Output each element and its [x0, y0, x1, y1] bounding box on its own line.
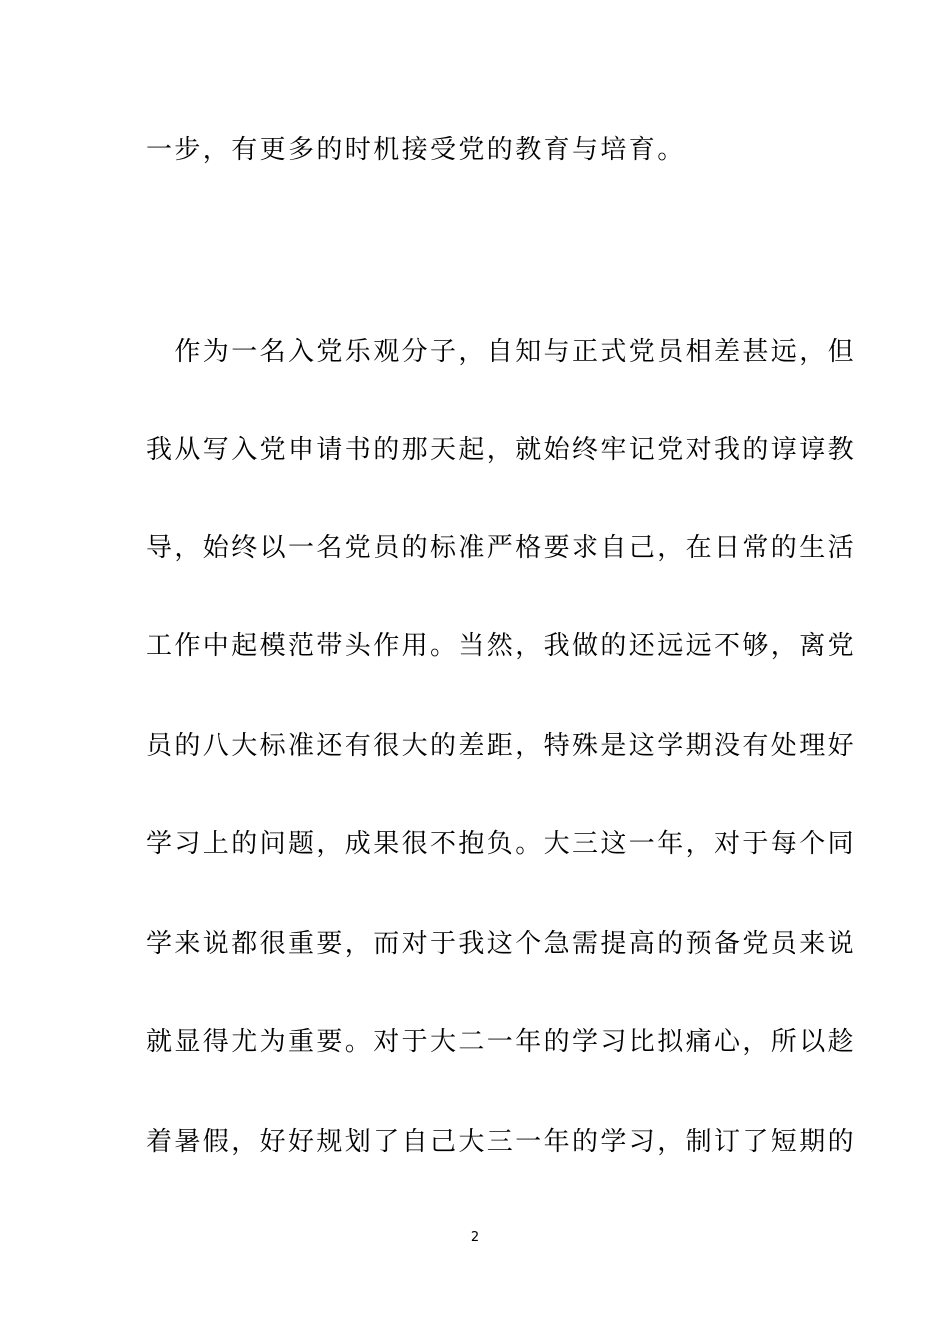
page-number: 2 [470, 1230, 480, 1245]
text-line: 导，始终以一名党员的标准严格要求自己，在日常的生活 [146, 533, 857, 563]
text-line: 着暑假，好好规划了自己大三一年的学习，制订了短期的 [146, 1127, 857, 1157]
text-line: 工作中起模范带头作用。当然，我做的还远远不够，离党 [146, 631, 857, 661]
text-line: 员的八大标准还有很大的差距，特殊是这学期没有处理好 [146, 731, 857, 761]
text-line: 学来说都很重要，而对于我这个急需提高的预备党员来说 [146, 929, 857, 959]
text-line: 学习上的问题，成果很不抱负。大三这一年，对于每个同 [146, 829, 857, 859]
text-line: 就显得尤为重要。对于大二一年的学习比拟痛心，所以趁 [146, 1027, 857, 1057]
text-line: 我从写入党申请书的那天起，就始终牢记党对我的谆谆教 [146, 435, 857, 465]
text-line: 一步，有更多的时机接受党的教育与培育。 [146, 135, 686, 165]
text-line: 作为一名入党乐观分子，自知与正式党员相差甚远，但 [146, 337, 857, 367]
